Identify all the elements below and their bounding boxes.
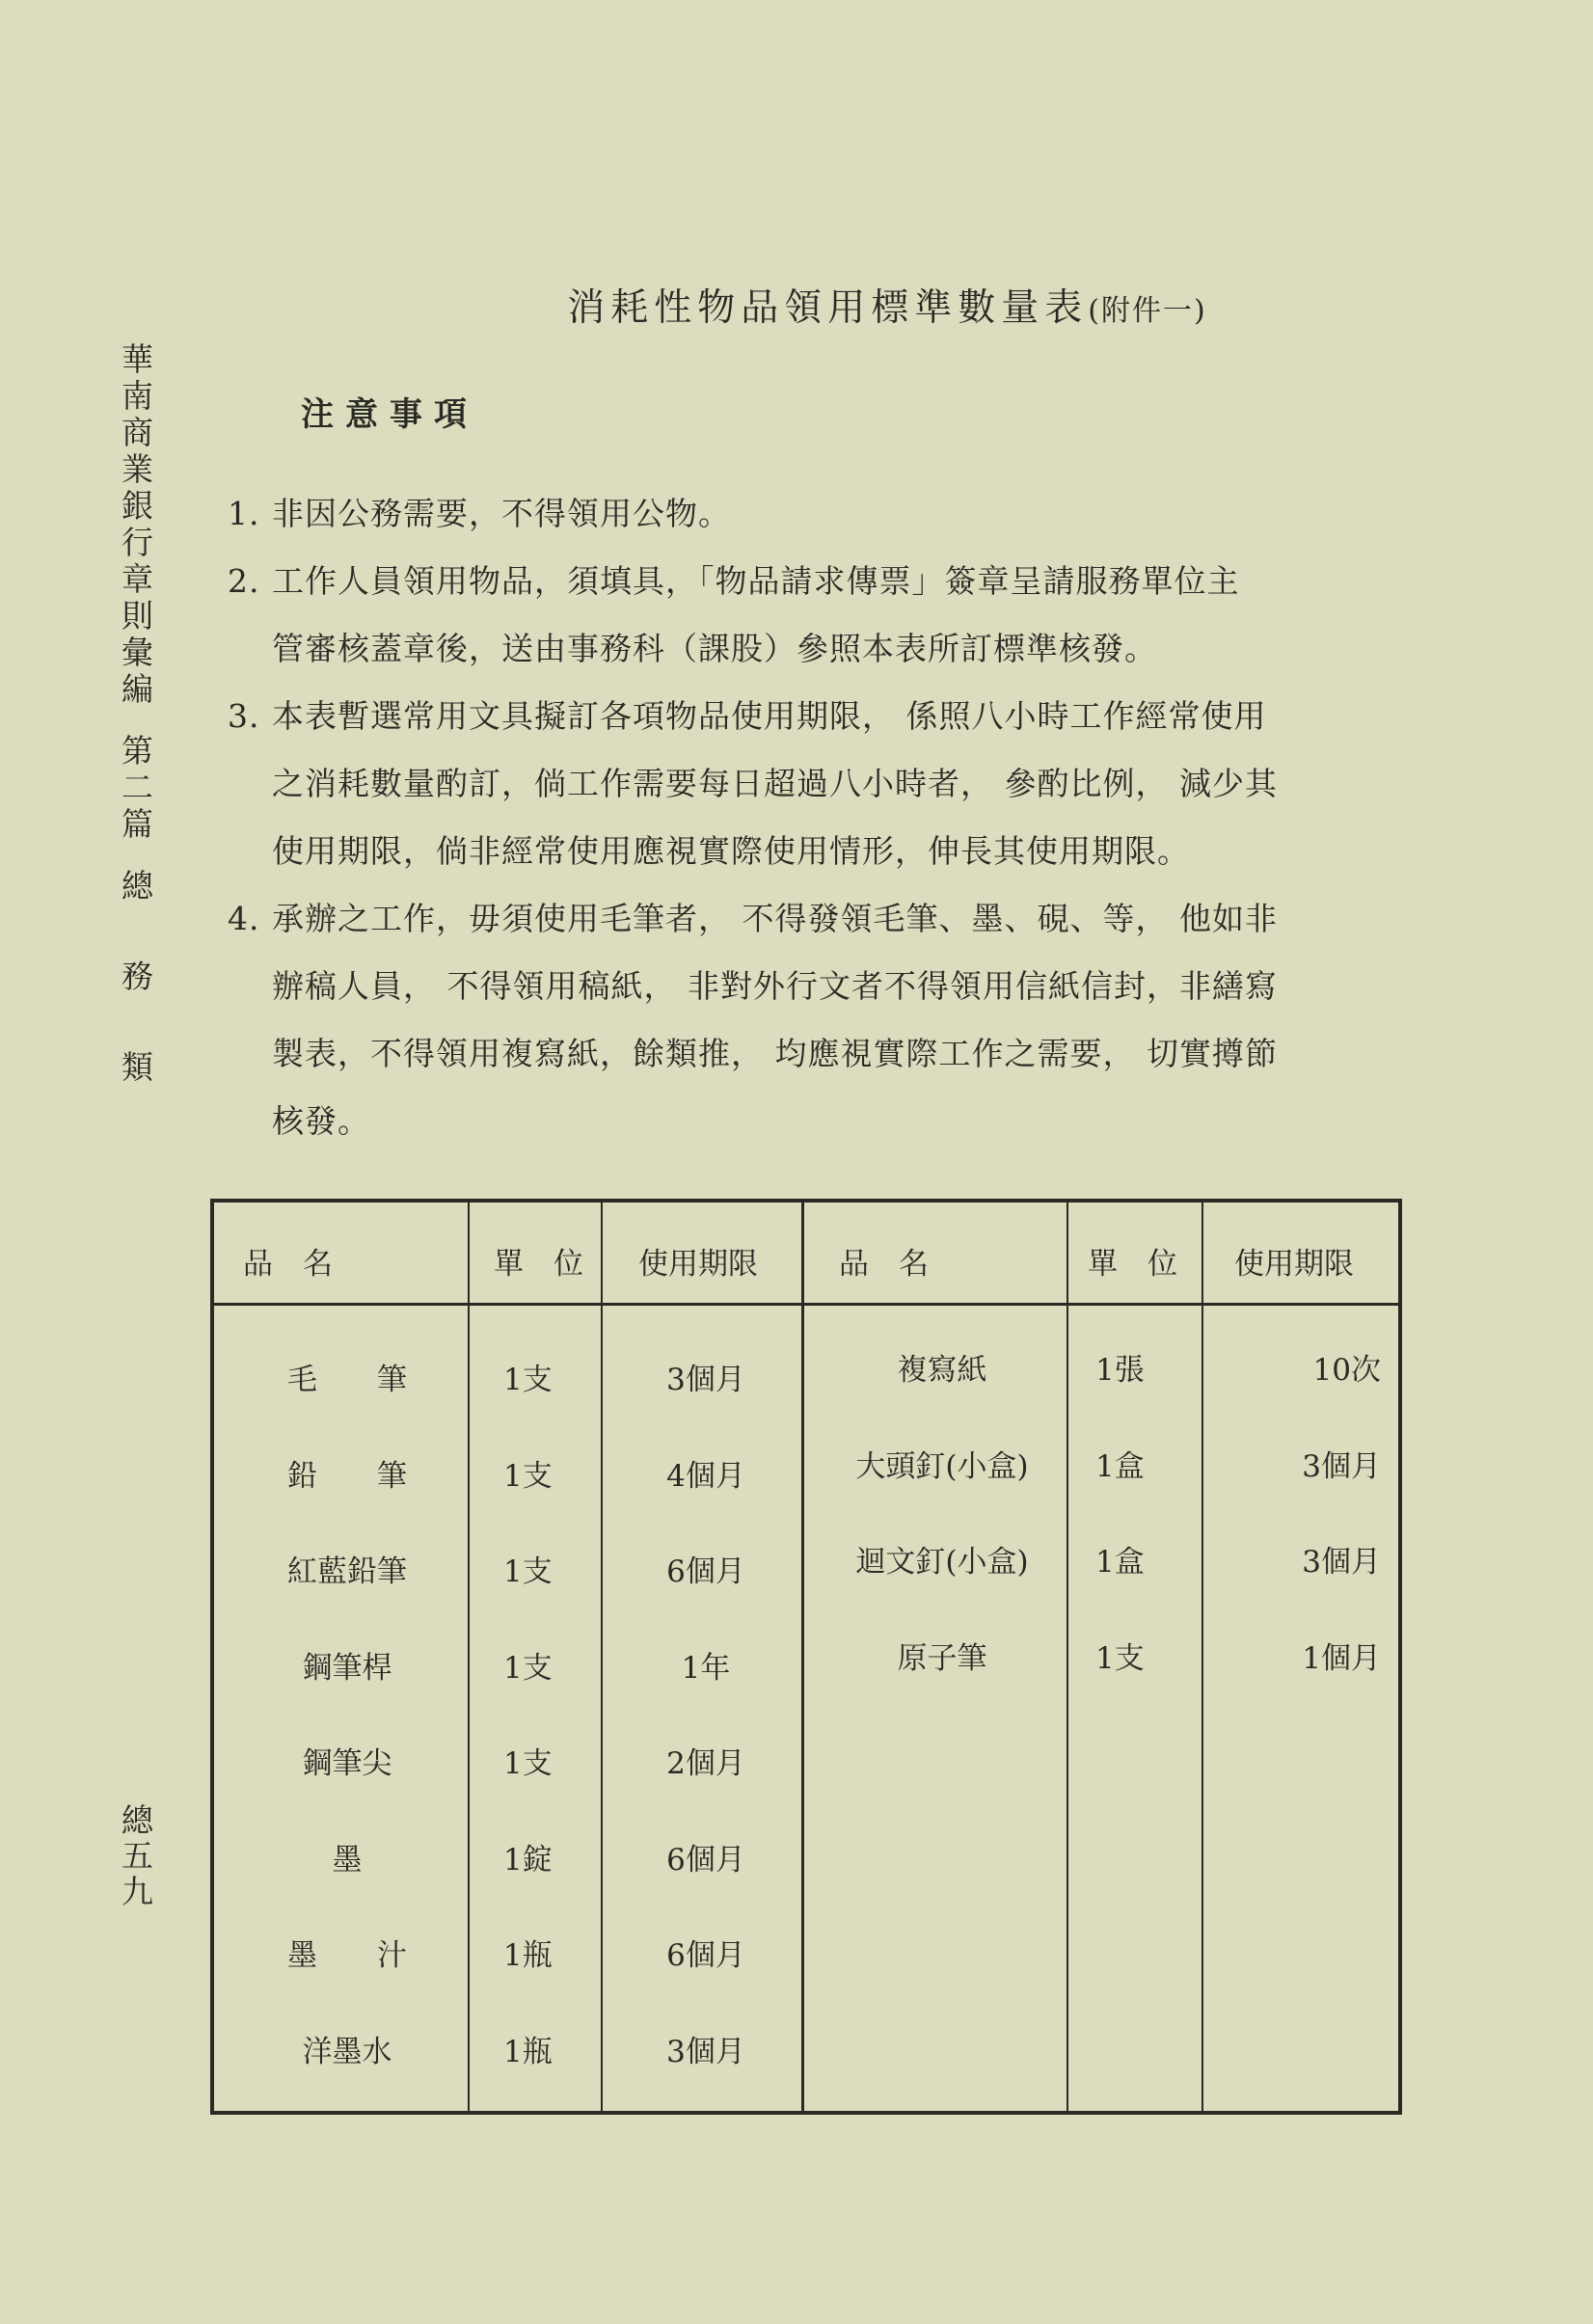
note-line: 使用期限，倘非經常使用應視實際使用情形，伸長其使用期限。 [272, 832, 1190, 870]
header-unit-left: 單 位 [494, 1247, 583, 1282]
item-name: 原子筆 [897, 1640, 987, 1676]
item-period: 2個月 [666, 1746, 745, 1781]
table-center-divider [801, 1203, 804, 2111]
item-period: 3個月 [666, 1363, 745, 1397]
table-divider [468, 1203, 470, 2111]
table-divider [1066, 1203, 1068, 2111]
notes-heading: 注意事項 [301, 395, 478, 434]
item-name: 迴文釘(小盒) [855, 1545, 1029, 1580]
item-unit: 1張 [1095, 1353, 1145, 1388]
item-period: 3個月 [1302, 1448, 1381, 1484]
note-line: 之消耗數量酌訂，倘工作需要每日超過八小時者， 參酌比例， 減少其 [272, 765, 1278, 802]
item-unit: 1支 [503, 1554, 553, 1589]
section-char-1: 總 [117, 869, 154, 905]
item-name: 鉛 筆 [287, 1458, 407, 1494]
note-line: 辦稿人員， 不得領用稿紙， 非對外行文者不得領用信紙信封，非繕寫 [272, 967, 1278, 1005]
note-line: 核發。 [272, 1102, 370, 1140]
header-period-left: 使用期限 [638, 1247, 758, 1282]
note-line: 承辦之工作，毋須使用毛筆者， 不得發領毛筆、墨、硯、等， 他如非 [272, 900, 1278, 937]
note-line: 非因公務需要，不得領用公物。 [272, 495, 731, 532]
item-unit: 1支 [503, 1458, 553, 1494]
table-divider [1202, 1203, 1203, 2111]
bank-title: 華南商業銀行章則彙編 [117, 342, 154, 709]
title-suffix: (附件一) [1088, 294, 1207, 328]
note-number: 2. [228, 562, 260, 600]
item-period: 10次 [1312, 1353, 1381, 1388]
header-unit-right: 單 位 [1088, 1247, 1177, 1282]
item-unit: 1支 [1095, 1640, 1145, 1676]
header-name-left: 品 名 [243, 1247, 333, 1282]
supplies-table [210, 1199, 1402, 2115]
item-unit: 1錠 [503, 1842, 553, 1878]
title-text: 消耗性物品領用標準數量表 [567, 286, 1089, 330]
item-period: 4個月 [666, 1458, 745, 1494]
item-name: 墨 [332, 1842, 363, 1878]
item-name: 大頭釘(小盒) [855, 1448, 1029, 1484]
note-item-4 [228, 885, 1404, 1155]
item-name: 毛 筆 [287, 1363, 407, 1397]
item-name: 紅藍鉛筆 [287, 1554, 407, 1589]
note-line: 製表，不得領用複寫紙，餘類推， 均應視實際工作之需要， 切實撙節 [272, 1035, 1278, 1072]
item-period: 6個月 [666, 1938, 745, 1973]
header-period-right: 使用期限 [1234, 1247, 1354, 1282]
item-name: 鋼筆尖 [302, 1746, 392, 1781]
note-number: 3. [228, 697, 260, 735]
item-unit: 1支 [503, 1363, 553, 1397]
table-divider [601, 1203, 603, 2111]
note-item-2 [228, 548, 1404, 683]
item-unit: 1支 [503, 1650, 553, 1686]
item-unit: 1瓶 [503, 1938, 553, 1973]
item-name: 洋墨水 [302, 2034, 392, 2069]
item-period: 3個月 [1302, 1545, 1381, 1580]
item-unit: 1盒 [1095, 1448, 1145, 1484]
item-name: 鋼筆桿 [302, 1650, 392, 1686]
note-item-1 [228, 480, 1404, 548]
note-item-3 [228, 683, 1404, 885]
table-header-rule [214, 1303, 1398, 1306]
item-period: 1個月 [1302, 1640, 1381, 1676]
item-name: 複寫紙 [897, 1353, 987, 1388]
part-label: 第二篇 [117, 734, 154, 844]
side-header [114, 342, 156, 1087]
section-char-3: 類 [117, 1050, 154, 1087]
section-char-2: 務 [117, 959, 154, 996]
note-number: 1. [228, 495, 260, 532]
header-name-right: 品 名 [839, 1247, 929, 1282]
note-line: 本表暫選常用文具擬訂各項物品使用期限， 係照八小時工作經常使用 [272, 697, 1267, 735]
item-period: 6個月 [666, 1842, 745, 1878]
notes-list [228, 480, 1404, 1155]
item-period: 1年 [681, 1650, 731, 1686]
note-line: 管審核蓋章後，送由事務科（課股）參照本表所訂標準核發。 [272, 630, 1157, 667]
item-unit: 1支 [503, 1746, 553, 1781]
item-unit: 1盒 [1095, 1545, 1145, 1580]
item-name: 墨 汁 [287, 1938, 407, 1973]
item-period: 3個月 [666, 2034, 745, 2069]
note-line: 工作人員領用物品，須填具，「物品請求傳票」簽章呈請服務單位主 [272, 562, 1240, 600]
item-period: 6個月 [666, 1554, 745, 1589]
page-title [424, 278, 1350, 332]
page-number: 總五九 [117, 1803, 154, 1910]
note-number: 4. [228, 900, 260, 937]
item-unit: 1瓶 [503, 2034, 553, 2069]
